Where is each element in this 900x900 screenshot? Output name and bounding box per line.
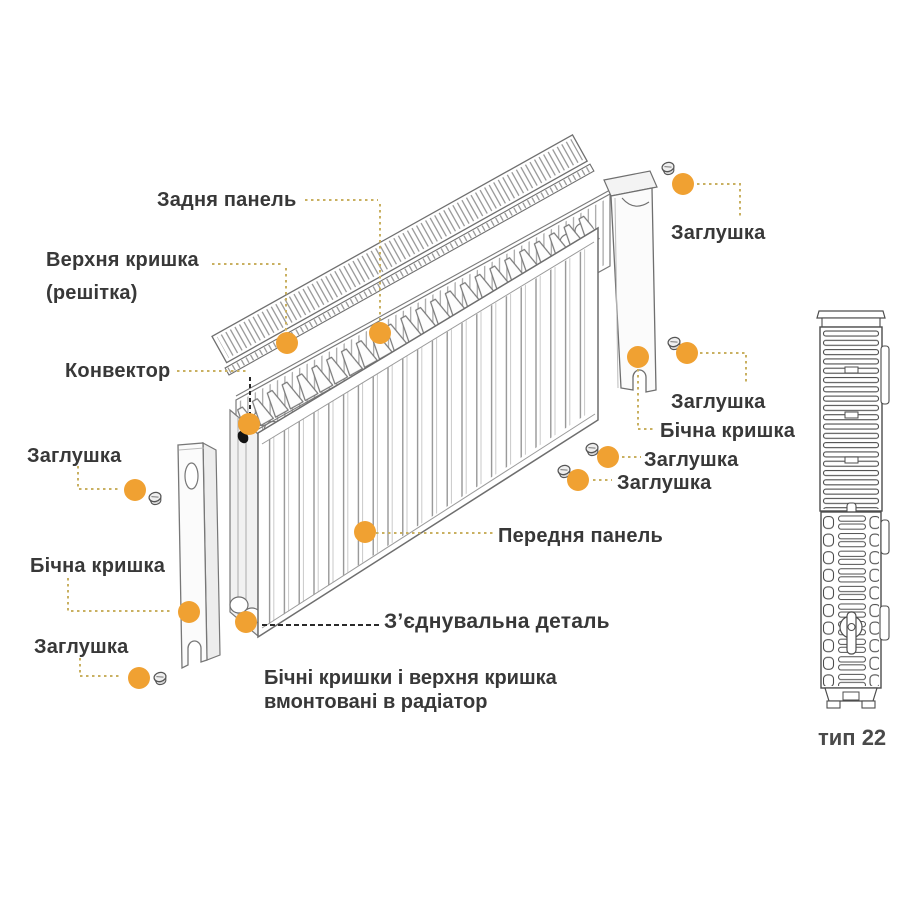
note-line-2: вмонтовані в радіатор [264, 691, 488, 713]
dot-plug-c1 [597, 446, 619, 468]
callout-plug-right-mid: Заглушка [671, 391, 766, 413]
dot-convector [238, 413, 260, 435]
leader-plug-right-top [697, 184, 740, 216]
plug-screw-icon [661, 161, 676, 176]
callout-side-cover-left: Бічна кришка [30, 555, 166, 577]
side-tab [881, 346, 889, 404]
dot-side-left [178, 601, 200, 623]
dot-plug-right-top [672, 173, 694, 195]
dot-connector [235, 611, 257, 633]
side-tab [880, 606, 889, 640]
callout-top-cover: Верхня кришка [46, 249, 199, 271]
dot-plug-left-top [124, 479, 146, 501]
callout-plug-left-top: Заглушка [27, 445, 122, 467]
dot-plug-right-mid [676, 342, 698, 364]
type-label: тип 22 [818, 725, 887, 750]
callout-plug-right-top: Заглушка [671, 222, 766, 244]
side-tab [881, 520, 889, 554]
callout-top-cover-sub: (решітка) [46, 282, 138, 304]
callout-side-cover-right: Бічна кришка [660, 420, 796, 442]
dot-front-panel [354, 521, 376, 543]
side-cover-left-part [178, 443, 220, 668]
dot-plug-c2 [567, 469, 589, 491]
leader-side-left [68, 578, 173, 611]
note-line-1: Бічні кришки і верхня кришка [264, 667, 557, 689]
callout-convector: Конвектор [65, 360, 171, 382]
leader-plug-right-mid [700, 353, 746, 385]
callout-plug-center-2: Заглушка [617, 472, 712, 494]
callout-plug-center-1: Заглушка [644, 449, 739, 471]
callout-plug-left-bottom: Заглушка [34, 636, 129, 658]
callout-front-panel: Передня панель [498, 525, 664, 547]
radiator-side-view [817, 311, 889, 708]
dot-side-right [627, 346, 649, 368]
leader-plug-left-top [78, 466, 121, 489]
callout-back-panel: Задня панель [157, 189, 297, 211]
leader-plug-left-bottom [80, 658, 119, 676]
mount-hole [185, 463, 198, 489]
callout-connector: З’єднувальна деталь [384, 610, 610, 633]
dot-plug-left-bottom [128, 667, 150, 689]
dot-back-panel [369, 322, 391, 344]
plug-screw-icon [153, 671, 168, 686]
plug-screw-icon [148, 491, 163, 506]
dot-top-cover [276, 332, 298, 354]
